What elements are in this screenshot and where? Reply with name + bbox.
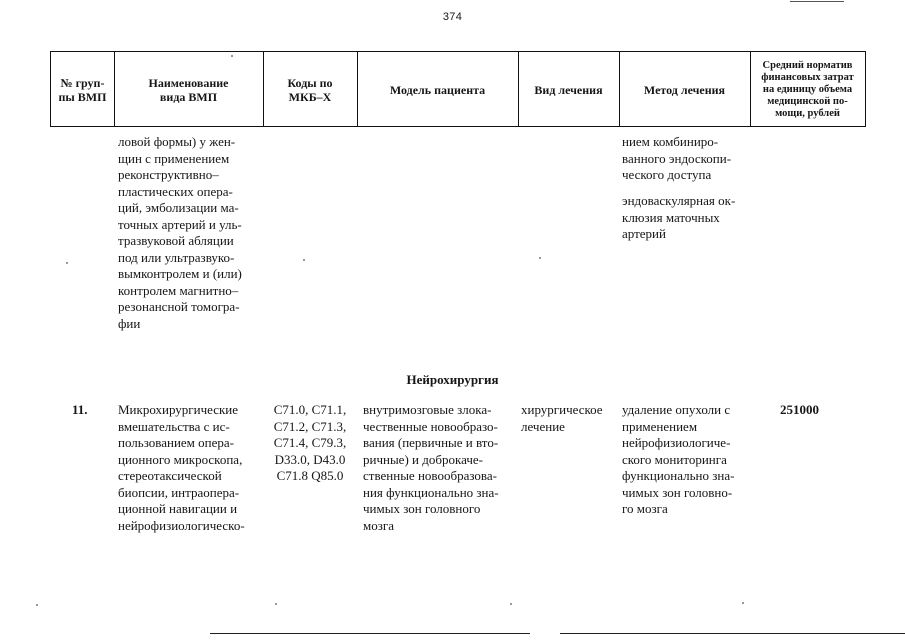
bottom-rule-left bbox=[210, 633, 530, 634]
header-icd-codes bbox=[263, 52, 357, 128]
header-patient-model-text: Модель пациента bbox=[389, 83, 486, 97]
header-patient-model bbox=[357, 52, 518, 128]
continued-method-part2: эндоваскулярная ок- клюзия маточных артерий bbox=[622, 193, 736, 241]
scan-speck bbox=[66, 262, 68, 264]
top-rule bbox=[790, 1, 844, 2]
header-group-no bbox=[51, 52, 114, 128]
header-treatment-type bbox=[518, 52, 619, 128]
scan-speck bbox=[510, 603, 512, 605]
header-treatment-method bbox=[619, 52, 750, 128]
row-cost: 251000 bbox=[780, 402, 819, 417]
header-vmp-name bbox=[114, 52, 263, 128]
row-vmp-name: Микрохирургические вмешательства с ис- пользованием опера- ционного микроскопа, стереотаксической биопсии, интраопера- ционной навигации и нейрофизиологическо- bbox=[118, 402, 245, 533]
scan-speck bbox=[231, 55, 233, 57]
header-treatment-type-text: Вид лечения bbox=[534, 83, 603, 97]
header-cost-standard-text: Средний норматив финансовых затрат на единицу объема медицинской по- мощи, рублей bbox=[761, 60, 854, 119]
scan-speck bbox=[275, 603, 277, 605]
row-patient-model: внутримозговые злока- чественные новообразо- вания (первичные и вто- ричные) и доброкаче- ственные новообразова- ния функционально зна- чимых зон головного мозга bbox=[363, 402, 499, 533]
row-group-number: 11. bbox=[72, 402, 88, 417]
header-cost-standard bbox=[750, 52, 865, 128]
scan-speck bbox=[36, 604, 38, 606]
page-number: 374 bbox=[442, 11, 463, 23]
section-heading: Нейрохирургия bbox=[406, 372, 499, 387]
row-treatment-method: удаление опухоли с применением нейрофизиологиче- ского мониторинга функционально зна- чимых зон головно- го мозга bbox=[622, 402, 735, 516]
continued-method-part1: нием комбиниро- ванного эндоскопи- ческого доступа bbox=[622, 134, 732, 182]
scan-speck bbox=[303, 259, 305, 261]
row-treatment-type: хирургическое лечение bbox=[521, 402, 603, 434]
table-header bbox=[50, 51, 866, 127]
header-group-no-text: № груп- пы ВМП bbox=[58, 76, 107, 104]
scan-speck bbox=[742, 602, 744, 604]
scan-speck bbox=[539, 257, 541, 259]
header-treatment-method-text: Метод лечения bbox=[643, 83, 726, 97]
header-vmp-name-text: Наименование вида ВМП bbox=[148, 76, 229, 104]
continued-vmp-name: ловой формы) у жен- щин с применением реконструктивно– пластических опера- ций, эмболизации ма- точных артерий и уль- тразвуковой абляции под или ультразвуко- вымконтролем и (или) контролем магнитно– резонансной томогра- фии bbox=[118, 134, 242, 331]
header-icd-codes-text: Коды по МКБ–Х bbox=[287, 76, 333, 104]
bottom-rule-right bbox=[560, 633, 905, 634]
row-icd-codes: C71.0, C71.1, C71.2, C71.3, C71.4, C79.3, D33.0, D43.0 C71.8 Q85.0 bbox=[273, 402, 347, 483]
